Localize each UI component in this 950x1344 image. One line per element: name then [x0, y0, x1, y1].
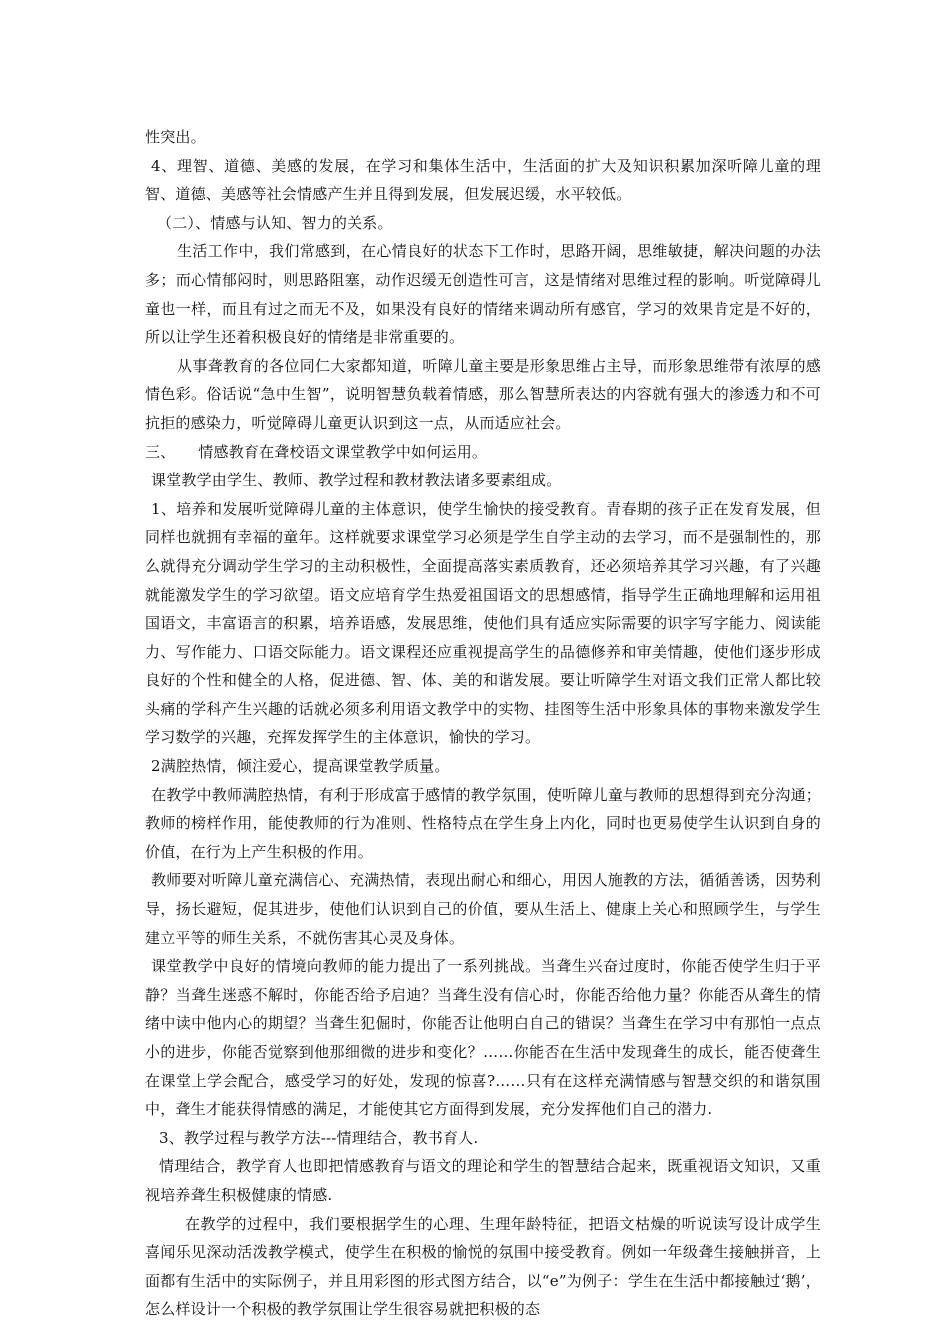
- paragraph-item-1: 1、培养和发展听觉障碍儿童的主体意识，使学生愉快的接受教育。青春期的孩子正在发育发展，但同样也就拥有幸福的童年。这样就要求课堂学习必须是学生自学主动的去学习，而不是强制性的，那么就得充分调动学生学习的主动积极性，全面提高落实素质教育，还必须培养其学习兴趣，有了兴趣就能激发学生的学习欲望。语文应培育学生热爱祖国语文的思想感情，指导学生正确地理解和运用祖国语文，丰富语言的积累，培养语感，发展思维，使他们具有适应实际需要的识字写字能力、阅读能力、写作能力、口语交际能力。语文课程还应重视提高学生的品德修养和审美情趣，使他们逐步形成良好的个性和健全的人格，促进德、智、体、美的和谐发展。要让听障学生对语文我们正常人都比较头痛的学科产生兴趣的话就必须多利用语文教学中的实物、挂图等生活中形象具体的事物来激发学生学习数学的兴趣，充挥发挥学生的主体意识，愉快的学习。: [145, 499, 821, 747]
- paragraph: 课堂教学由学生、教师、教学过程和教材教法诸多要素组成。: [151, 471, 562, 490]
- section-heading-2: （二）、情感与认知、智力的关系。: [157, 213, 393, 232]
- paragraph: 情理结合，教学育人也即把情感教育与语文的理论和学生的智慧结合起来，既重视语文知识，又重视培养聋生积极健康的情感.: [145, 1157, 821, 1204]
- body-text: [145, 123, 821, 1324]
- section-heading-3: 三、 情感教育在聋校语文课堂教学中如何运用。: [145, 442, 488, 461]
- paragraph: 在教学的过程中，我们要根据学生的心理、生理年龄特征，把语文枯燥的听说读写设计成学生喜闻乐见深动活泼教学模式，使学生在积极的愉悦的氛围中接受教育。例如一年级聋生接触拼音，上面都有生活中的实际例子，并且用彩图的形式图方结合，以“e”为例子：学生在生活中都接触过‘鹅’，怎么样设计一个积极的教学氛围让学生很容易就把积极的态: [145, 1214, 821, 1319]
- paragraph: 教师要对听障儿童充满信心、充满热情，表现出耐心和细心，用因人施教的方法，循循善诱，因势利导，扬长避短，促其进步，使他们认识到自己的价值，要从生活上、健康上关心和照顾学生，与学生建立平等的师生关系，不就伤害其心灵及身体。: [145, 871, 821, 947]
- paragraph: 从事聋教育的各位同仁大家都知道，听障儿童主要是形象思维占主导，而形象思维带有浓厚的感情色彩。俗话说“急中生智”，说明智慧负载着情感，那么智慧所表达的内容就有强大的渗透力和不可抗拒的感染力，听觉障碍儿童更认识到这一点，从而适应社会。: [145, 356, 821, 432]
- paragraph-item-3: 3、教学过程与教学方法---情理结合，教书育人.: [159, 1128, 479, 1147]
- paragraph-item-2: 2满腔热情，倾注爱心，提高课堂教学质量。: [151, 757, 450, 776]
- paragraph-item-4: 4、理智、道德、美感的发展，在学习和集体生活中，生活面的扩大及知识积累加深听障儿童的理智、道德、美感等社会情感产生并且得到发展，但发展迟缓，水平较低。: [145, 156, 821, 204]
- paragraph: 课堂教学中良好的情境向教师的能力提出了一系列挑战。当聋生兴奋过度时，你能否使学生归于平静？当聋生迷惑不解时，你能否给予启迪？当聋生没有信心时，你能否给他力量？你能否从聋生的情绪中读中他内心的期望？当聋生犯倔时，你能否让他明白自己的错误？当聋生在学习中有那怕一点点小的进步，你能否觉察到他那细微的进步和变化？……你能否在生活中发现聋生的成长，能否使聋生在课堂上学会配合，感受学习的好处，发现的惊喜?……只有在这样充满情感与智慧交织的和谐氛围中，聋生才能获得情感的满足，才能使其它方面得到发展，充分发挥他们自己的潜力.: [145, 957, 821, 1119]
- paragraph: 在教学中教师满腔热情，有利于形成富于感情的教学氛围，使听障儿童与教师的思想得到充分沟通；教师的榜样作用，能使教师的行为准则、性格特点在学生身上内化，同时也更易使学生认识到自身的价值，在行为上产生积极的作用。: [145, 785, 821, 861]
- paragraph-continuation: 性突出。: [145, 128, 206, 146]
- paragraph: 生活工作中，我们常感到，在心情良好的状态下工作时，思路开阔，思维敏捷，解决问题的办法多；而心情郁闷时，则思路阻塞，动作迟缓无创造性可言，这是情绪对思维过程的影响。听觉障碍儿童也一样，而且有过之而无不及，如果没有良好的情绪来调动所有感官，学习的效果肯定是不好的，所以让学生还着积极良好的情绪是非常重要的。: [145, 242, 821, 347]
